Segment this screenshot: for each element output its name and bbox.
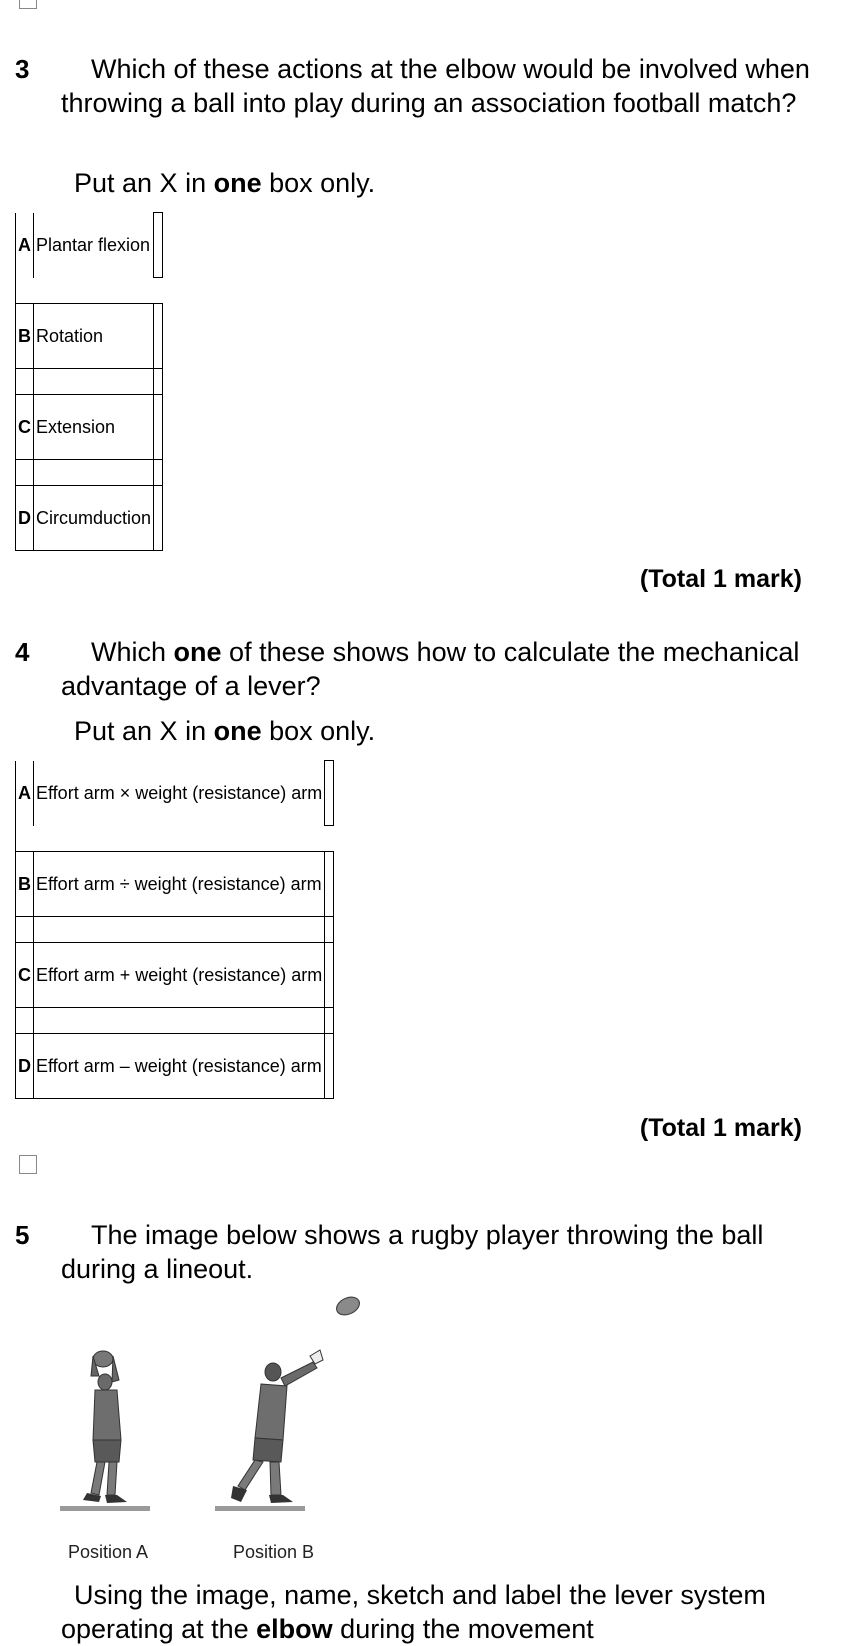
question-4-total: (Total 1 mark): [639, 1114, 802, 1142]
question-3-options: [15, 212, 163, 551]
top-checkbox[interactable]: [19, 0, 37, 9]
option-row-d[interactable]: [16, 1034, 334, 1099]
option-text: Extension: [34, 395, 154, 460]
option-text: Rotation: [34, 304, 154, 369]
option-letter: C: [16, 943, 34, 1008]
question-5-task: [61, 1578, 821, 1646]
option-letter: C: [16, 395, 34, 460]
option-letter: A: [16, 761, 34, 826]
instruction-post: box only.: [261, 716, 376, 746]
option-text: Effort arm + weight (resistance) arm: [34, 943, 325, 1008]
question-4-text-post: of these shows how to calculate the mechanical advantage of a lever?: [61, 637, 800, 701]
player-position-b: [215, 1350, 323, 1511]
question-4-options: [15, 760, 334, 1099]
question-5-text: The image below shows a rugby player throwing the ball during a lineout.: [61, 1220, 764, 1284]
instruction-bold: one: [213, 716, 262, 746]
option-text: Effort arm – weight (resistance) arm: [34, 1034, 325, 1099]
answer-box-c[interactable]: [325, 943, 334, 1008]
caption-position-a: Position A: [68, 1542, 149, 1562]
question-3-total: (Total 1 mark): [639, 565, 802, 593]
question-3-instruction: [74, 168, 375, 199]
option-letter: D: [16, 486, 34, 551]
question-4-number: 4: [15, 637, 30, 667]
question-5-number: 5: [15, 1220, 30, 1250]
question-checkbox[interactable]: [19, 1155, 37, 1174]
option-letter: B: [16, 304, 34, 369]
caption-position-b: Position B: [233, 1542, 315, 1562]
option-row-c[interactable]: [16, 943, 334, 1008]
option-row-c[interactable]: [16, 395, 163, 460]
answer-box-a[interactable]: [325, 761, 334, 826]
option-row-b[interactable]: [16, 304, 163, 369]
spacer-row: [16, 826, 334, 852]
option-letter: A: [16, 213, 34, 278]
task-pre: Using the image, name, sketch and label the lever system operating at the: [61, 1580, 766, 1644]
option-row-b[interactable]: [16, 852, 334, 917]
task-post: during the movement: [332, 1614, 594, 1644]
instruction-pre: Put an X in: [74, 716, 214, 746]
instruction-pre: Put an X in: [74, 168, 214, 198]
instruction-bold: one: [213, 168, 262, 198]
question-4-text-bold: one: [173, 637, 222, 667]
spacer-row: [16, 917, 334, 943]
answer-box-b[interactable]: [154, 304, 163, 369]
answer-box-d[interactable]: [154, 486, 163, 551]
option-letter: D: [16, 1034, 34, 1099]
spacer-row: [16, 1008, 334, 1034]
player-position-a: [60, 1351, 150, 1511]
option-row-d[interactable]: [16, 486, 163, 551]
question-3-text: Which of these actions at the elbow would be involved when throwing a ball into play during an association football match?: [61, 54, 810, 118]
question-4-text-pre: Which: [91, 637, 174, 667]
spacer-row: [16, 460, 163, 486]
option-text: Circumduction: [34, 486, 154, 551]
spacer-row: [16, 369, 163, 395]
answer-box-d[interactable]: [325, 1034, 334, 1099]
instruction-post: box only.: [261, 168, 376, 198]
option-text: Effort arm × weight (resistance) arm: [34, 761, 325, 826]
option-text: Plantar flexion: [34, 213, 154, 278]
option-row-a[interactable]: [16, 761, 334, 826]
spacer-row: [16, 278, 163, 304]
question-4-instruction: [74, 716, 375, 747]
answer-box-c[interactable]: [154, 395, 163, 460]
option-row-a[interactable]: [16, 213, 163, 278]
task-bold: elbow: [256, 1614, 333, 1644]
option-letter: B: [16, 852, 34, 917]
answer-box-a[interactable]: [154, 213, 163, 278]
option-text: Effort arm ÷ weight (resistance) arm: [34, 852, 325, 917]
answer-box-b[interactable]: [325, 852, 334, 917]
rugby-ball-icon: [334, 1294, 363, 1319]
lineout-figure: [55, 1290, 375, 1520]
question-3-number: 3: [15, 54, 30, 84]
question-4-text: [61, 635, 821, 703]
